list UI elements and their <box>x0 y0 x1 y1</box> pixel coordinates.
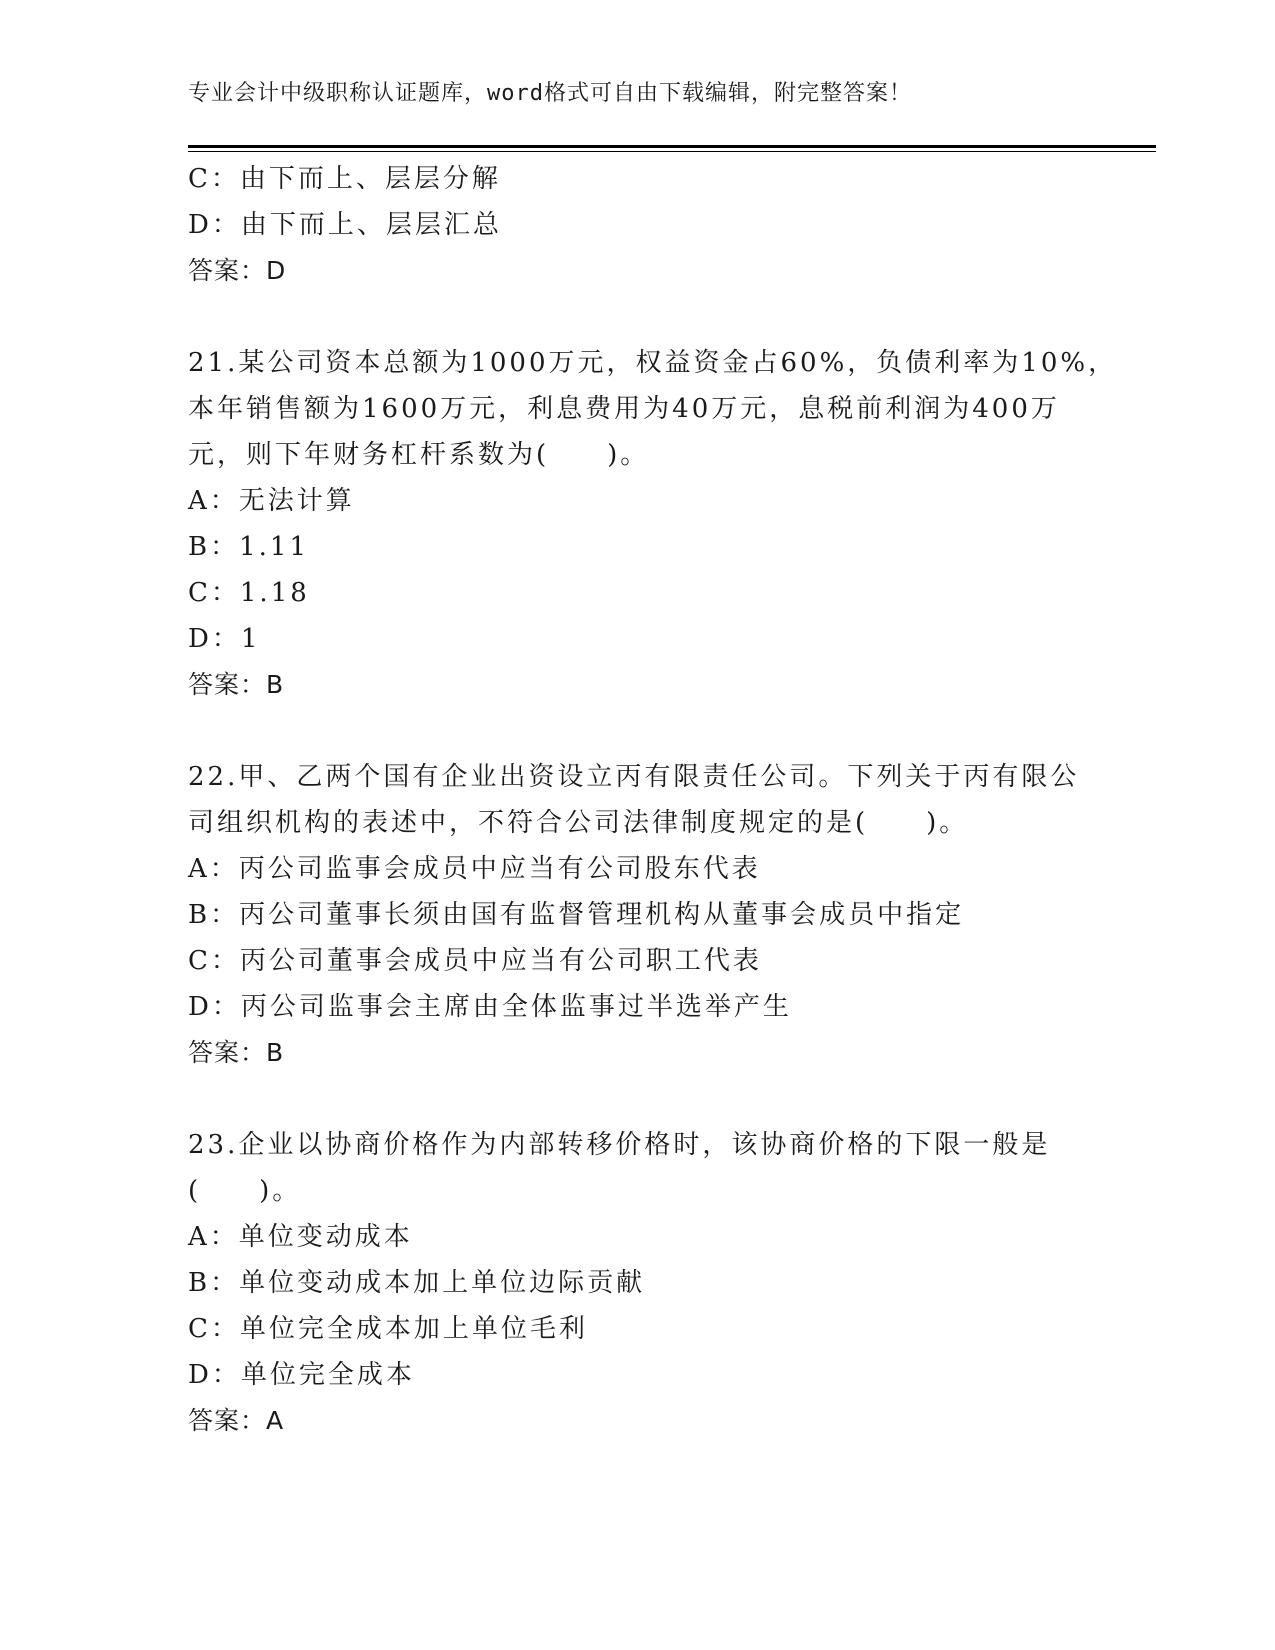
option-a: A：无法计算 <box>188 486 355 516</box>
question-stem-line: 元，则下年财务杠杆系数为( )。 <box>188 440 650 470</box>
option-d: D：1 <box>188 624 261 654</box>
option-c: C：单位完全成本加上单位毛利 <box>188 1314 588 1344</box>
option-b: B：丙公司董事长须由国有监督管理机构从董事会成员中指定 <box>188 900 965 930</box>
question-stem-line: 司组织机构的表述中，不符合公司法律制度规定的是( )。 <box>188 808 969 838</box>
option-c: C：丙公司董事会成员中应当有公司职工代表 <box>188 946 762 976</box>
option-c: C：1.18 <box>188 578 310 608</box>
question-stem-line: 21.某公司资本总额为1000万元，权益资金占60%，负债利率为10%， <box>188 348 1118 378</box>
option-d: D：单位完全成本 <box>188 1360 415 1390</box>
option-c: C：由下而上、层层分解 <box>188 164 501 194</box>
option-b: B：单位变动成本加上单位边际贡献 <box>188 1268 646 1298</box>
question-23 <box>188 1122 1088 1444</box>
question-stem-line: ( )。 <box>188 1176 302 1206</box>
question-stem-line: 23.企业以协商价格作为内部转移价格时，该协商价格的下限一般是 <box>188 1130 1051 1160</box>
option-b: B：1.11 <box>188 532 309 562</box>
option-a: A：丙公司监事会成员中应当有公司股东代表 <box>188 854 761 884</box>
page-header: 专业会计中级职称认证题库，word格式可自由下载编辑，附完整答案！ <box>188 81 912 106</box>
answer: 答案：A <box>188 1406 285 1435</box>
answer: 答案：B <box>188 670 285 699</box>
question-list <box>188 156 1118 1444</box>
answer: 答案：B <box>188 1038 285 1067</box>
question-20 <box>188 156 1088 294</box>
question-22 <box>188 754 1088 1076</box>
header-rule-thin <box>188 151 1156 152</box>
answer: 答案：D <box>188 256 287 285</box>
option-d: D：由下而上、层层汇总 <box>188 210 502 240</box>
option-a: A：单位变动成本 <box>188 1222 413 1252</box>
question-21 <box>188 340 1118 708</box>
question-stem-line: 22.甲、乙两个国有企业出资设立丙有限责任公司。下列关于丙有限公 <box>188 762 1080 792</box>
header-rule-thick <box>188 145 1156 148</box>
option-d: D：丙公司监事会主席由全体监事过半选举产生 <box>188 992 792 1022</box>
question-stem-line: 本年销售额为1600万元，利息费用为40万元，息税前利润为400万 <box>188 394 1060 424</box>
